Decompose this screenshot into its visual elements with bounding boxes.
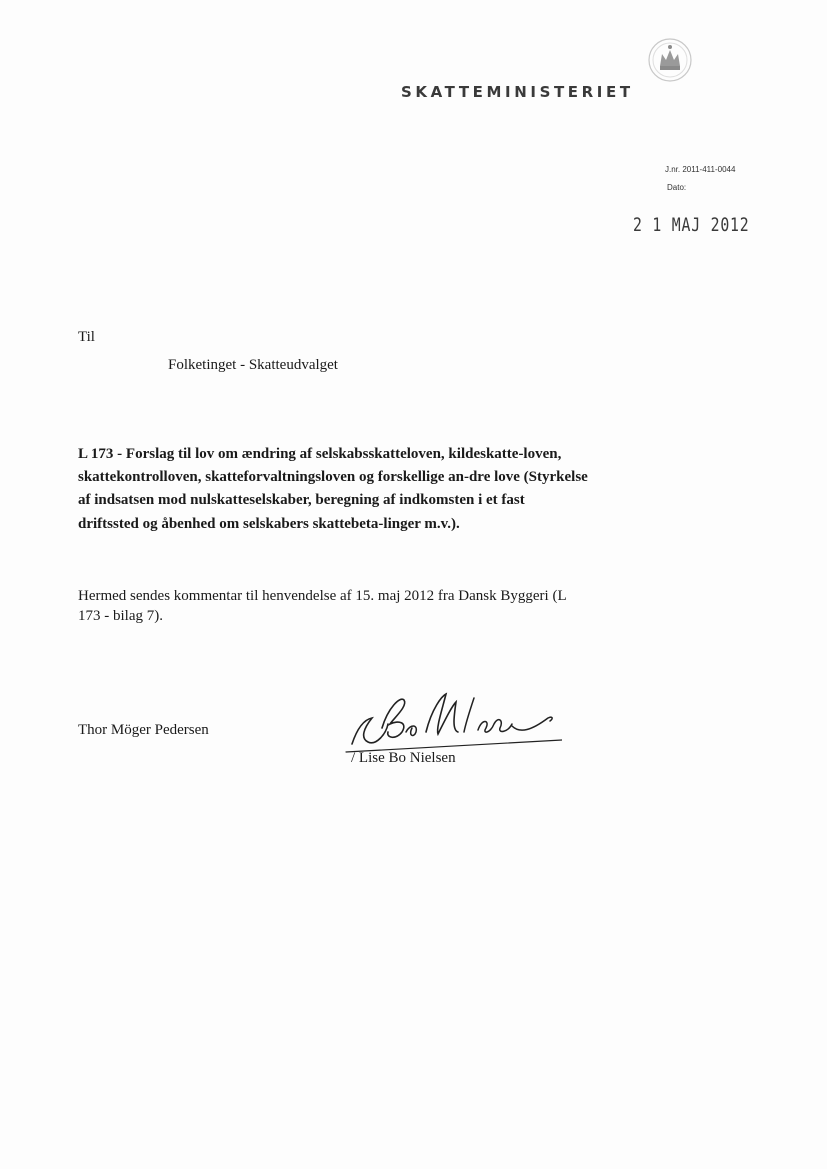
royal-crown-crest-icon	[646, 36, 694, 84]
sender-name: Thor Möger Pedersen	[78, 722, 209, 738]
journal-number: J.nr. 2011-411-0044	[665, 165, 736, 174]
signer-name: / Lise Bo Nielsen	[351, 750, 456, 766]
recipient: Folketinget - Skatteudvalget	[168, 357, 338, 373]
handwritten-signature	[342, 688, 562, 754]
date-label: Dato:	[667, 183, 687, 192]
subject-heading: L 173 - Forslag til lov om ændring af selskabsskatteloven, kildeskatte-loven, skattekontrolloven, skatteforvaltningsloven og forskellige an-dre love (Styrkelse af indsatsen mod nulskatteselskaber, beregning af indkomsten i et fast driftssted og åbenhed om selskabers skattebeta-linger m.v.).	[78, 446, 588, 532]
addressee-label: Til	[78, 329, 95, 345]
body-paragraph: Hermed sendes kommentar til henvendelse af 15. maj 2012 fra Dansk Byggeri (L 173 - bilag 7).	[78, 588, 567, 624]
ministry-name: SKATTEMINISTERIET	[401, 83, 634, 101]
date-stamp: 2 1 MAJ 2012	[633, 214, 750, 236]
